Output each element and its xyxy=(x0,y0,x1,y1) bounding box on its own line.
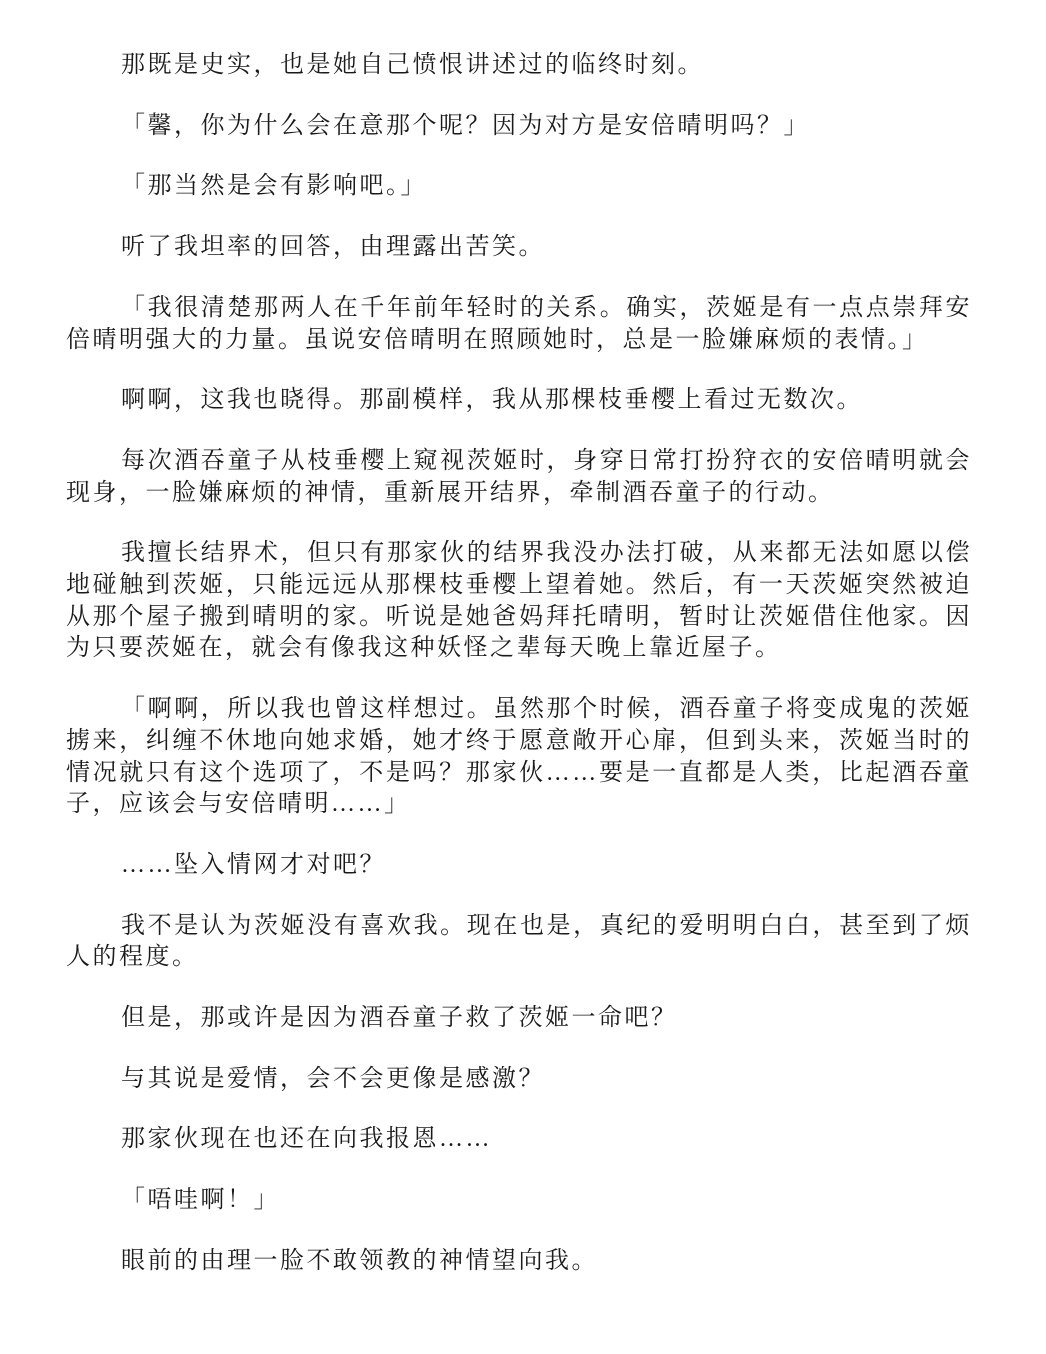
paragraph-dialogue: 「那当然是会有影响吧。」 xyxy=(121,173,427,200)
paragraph: 与其说是爱情，会不会更像是感激？ xyxy=(121,1065,545,1092)
paragraph-dialogue: 「我很清楚那两人在千年前年轻时的关系。确实，茨姬是有一点点崇拜安倍晴明强大的力量。虽说安倍晴明在照顾她时，总是一脸嫌麻烦的表情。」 xyxy=(66,294,972,353)
paragraph-dialogue: 「馨，你为什么会在意那个呢？因为对方是安倍晴明吗？」 xyxy=(121,112,810,139)
paragraph-dialogue: 「啊啊，所以我也曾这样想过。虽然那个时候，酒吞童子将变成鬼的茨姬掳来，纠缠不休地向她求婚，她才终于愿意敞开心扉，但到头来，茨姬当时的情况就只有这个选项了，不是吗？那家伙……要是一直都是人类，比起酒吞童子，应该会与安倍晴明……」 xyxy=(66,696,972,818)
paragraph: 但是，那或许是因为酒吞童子救了茨姬一命吧？ xyxy=(121,1005,678,1032)
paragraph: 那既是史实，也是她自己愤恨讲述过的临终时刻。 xyxy=(121,52,704,78)
paragraph: 每次酒吞童子从枝垂樱上窥视茨姬时，身穿日常打扮狩衣的安倍晴明就会现身，一脸嫌麻烦的神情，重新展开结界，牵制酒吞童子的行动。 xyxy=(66,447,972,506)
paragraph: 我不是认为茨姬没有喜欢我。现在也是，真纪的爱明明白白，甚至到了烦人的程度。 xyxy=(66,912,972,971)
paragraph-dialogue: 「唔哇啊！」 xyxy=(121,1187,280,1214)
paragraph: 眼前的由理一脸不敢领教的神情望向我。 xyxy=(121,1247,598,1274)
paragraph: 我擅长结界术，但只有那家伙的结界我没办法打破，从来都无法如愿以偿地碰触到茨姬，只能远远从那棵枝垂樱上望着她。然后，有一天茨姬突然被迫从那个屋子搬到晴明的家。听说是她爸妈拜托晴明，暂时让茨姬借住他家。因为只要茨姬在，就会有像我这种妖怪之辈每天晚上靠近屋子。 xyxy=(66,540,972,662)
paragraph: 听了我坦率的回答，由理露出苦笑。 xyxy=(121,234,545,261)
paragraph: 啊啊，这我也晓得。那副模样，我从那棵枝垂樱上看过无数次。 xyxy=(121,387,863,414)
paragraph: ……坠入情网才对吧？ xyxy=(121,851,386,878)
paragraph: 那家伙现在也还在向我报恩…… xyxy=(121,1126,492,1153)
